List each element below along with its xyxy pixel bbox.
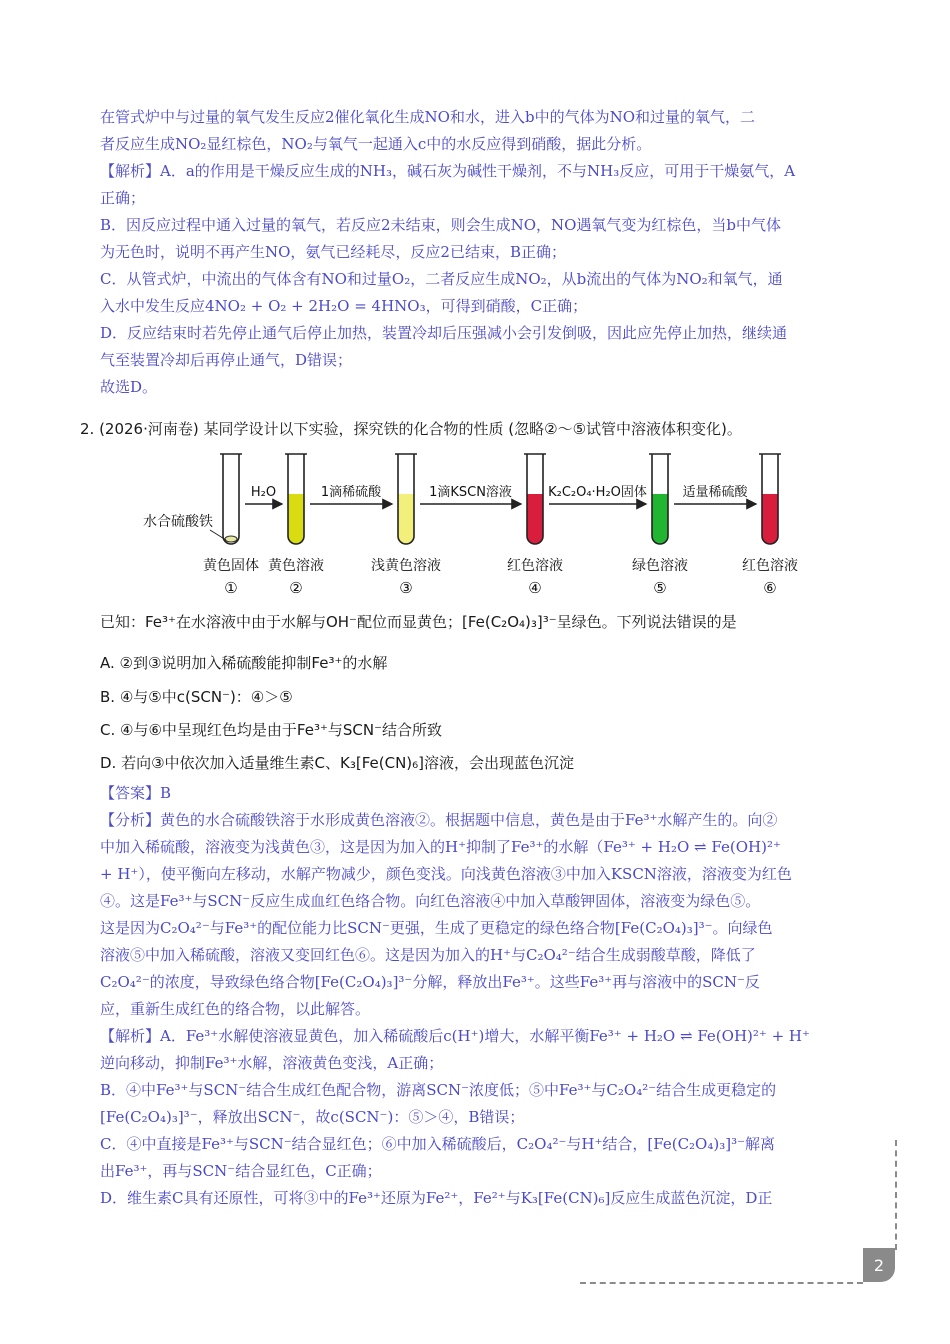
tube-label: 黄色溶液	[268, 558, 324, 574]
test-tube-2	[285, 454, 307, 544]
reaction-arrow-1	[245, 485, 282, 504]
option-a: A. ②到③说明加入稀硫酸能抑制Fe³⁺的水解	[100, 654, 388, 672]
solid-sample	[225, 536, 237, 542]
text-line: 这是因为C₂O₄²⁻与Fe³⁺的配位能力比SCN⁻更强，生成了更稳定的绿色络合物[Fe(C₂O₄)₃]³⁻。向绿色	[100, 919, 773, 937]
text-line: D．维生素C具有还原性，可将③中的Fe³⁺还原为Fe²⁺，Fe²⁺与K₃[Fe(CN)₆]反应生成蓝色沉淀，D正	[100, 1189, 773, 1207]
text-line: C．④中直接是Fe³⁺与SCN⁻结合显红色；⑥中加入稀硫酸后，C₂O₄²⁻与H⁺结合，[Fe(C₂O₄)₃]³⁻解离	[100, 1135, 776, 1153]
experiment-figure	[140, 452, 820, 602]
tube-label: 红色溶液	[742, 558, 798, 574]
text-line: 【答案】B	[100, 784, 172, 802]
tube-label: 绿色溶液	[632, 558, 688, 574]
reaction-arrow-4	[548, 484, 647, 504]
text-line: 【解析】A．Fe³⁺水解使溶液显黄色，加入稀硫酸后c(H⁺)增大，水解平衡Fe³⁺ + H₂O ⇌ Fe(OH)²⁺ + H⁺	[100, 1027, 810, 1045]
tube-number: ②	[289, 579, 303, 597]
test-tube-1	[220, 454, 242, 544]
solution-fill	[652, 494, 668, 544]
page-corner-dash-vertical	[895, 1140, 897, 1250]
text-line: 中加入稀硫酸，溶液变为浅黄色③，这是因为加入的H⁺抑制了Fe³⁺的水解（Fe³⁺ + H₂O ⇌ Fe(OH)²⁺	[100, 838, 781, 856]
text-line: 溶液⑤中加入稀硫酸，溶液又变回红色⑥。这是因为加入的H⁺与C₂O₄²⁻结合生成弱酸草酸，降低了	[100, 946, 756, 964]
reaction-arrow-2	[310, 484, 392, 504]
answer-analysis	[100, 780, 880, 1212]
test-tube-3	[395, 454, 417, 544]
solution-fill	[762, 494, 778, 544]
tube-number: ③	[399, 579, 413, 597]
page-corner-dash-horizontal	[580, 1282, 863, 1284]
option-d: D. 若向③中依次加入适量维生素C、K₃[Fe(CN)₆]溶液，会出现蓝色沉淀	[100, 754, 575, 772]
text-line: D．反应结束时若先停止通气后停止加热，装置冷却后压强减小会引发倒吸，因此应先停止加热，继续通	[100, 324, 788, 342]
text-line: 正确；	[100, 189, 146, 207]
tube-number: ①	[224, 579, 238, 597]
text-line: 出Fe³⁺，再与SCN⁻结合显红色，C正确；	[100, 1162, 382, 1180]
test-tube-6	[759, 454, 781, 544]
tube-label: 浅黄色溶液	[371, 558, 441, 574]
tube-outline	[223, 454, 239, 544]
tube-number: ⑥	[763, 579, 777, 597]
text-line: + H⁺），使平衡向左移动，水解产物减少，颜色变浅。向浅黄色溶液③中加入KSCN溶液，溶液变为红色	[100, 865, 792, 883]
solution-fill	[288, 494, 304, 544]
reagent-label: H₂O	[250, 485, 277, 500]
reaction-arrow-3	[420, 484, 521, 504]
text-line: [Fe(C₂O₄)₃]³⁻，释放出SCN⁻，故c(SCN⁻)：⑤＞④，B错误；	[100, 1108, 525, 1126]
text-line: 【分析】黄色的水合硫酸铁溶于水形成黄色溶液②。根据题中信息，黄色是由于Fe³⁺水解产生的。向②	[100, 811, 778, 829]
reagent-label: 1滴稀硫酸	[320, 485, 382, 500]
text-line: 入水中发生反应4NO₂ + O₂ + 2H₂O = 4HNO₃，可得到硝酸，C正确；	[100, 297, 588, 315]
test-tube-4	[524, 454, 546, 544]
option-b: B. ④与⑤中c(SCN⁻)：④＞⑤	[100, 688, 293, 706]
solid-label: 水合硫酸铁	[143, 514, 213, 530]
reagent-label: 1滴KSCN溶液	[429, 485, 512, 500]
tube-label: 黄色固体	[203, 558, 259, 574]
text-line: 气至装置冷却后再停止通气，D错误；	[100, 351, 353, 369]
solution-previous-question	[100, 104, 880, 401]
text-line: B．因反应过程中通入过量的氧气，若反应2未结束，则会生成NO，NO遇氧气变为红棕色，当b中气体	[100, 216, 782, 234]
reagent-label: 适量稀硫酸	[682, 485, 748, 500]
text-line: 故选D。	[100, 378, 158, 396]
reaction-arrow-5	[674, 484, 756, 504]
text-line: B．④中Fe³⁺与SCN⁻结合生成红色配合物，游离SCN⁻浓度低；⑤中Fe³⁺与C₂O₄²⁻结合生成更稳定的	[100, 1081, 777, 1099]
option-c: C. ④与⑥中呈现红色均是由于Fe³⁺与SCN⁻结合所致	[100, 721, 443, 739]
text-line: 【解析】A．a的作用是干燥反应生成的NH₃，碱石灰为碱性干燥剂，不与NH₃反应，可用于干燥氨气，A	[100, 162, 796, 180]
text-line: 在管式炉中与过量的氧气发生反应2催化氧化生成NO和水，进入b中的气体为NO和过量的氧气，二	[100, 108, 755, 126]
text-line: 为无色时，说明不再产生NO，氨气已经耗尽，反应2已结束，B正确；	[100, 243, 566, 261]
text-line: 者反应生成NO₂显红棕色，NO₂与氧气一起通入c中的水反应得到硝酸，据此分析。	[100, 135, 652, 153]
tube-number: ④	[528, 579, 542, 597]
text-line: C．从管式炉，中流出的气体含有NO和过量O₂，二者反应生成NO₂，从b流出的气体为NO₂和氧气，通	[100, 270, 783, 288]
known-info: 已知：Fe³⁺在水溶液中由于水解与OH⁻配位而显黄色；[Fe(C₂O₄)₃]³⁻呈绿色。下列说法错误的是	[100, 613, 737, 631]
tube-number: ⑤	[653, 579, 667, 597]
text-line: 逆向移动，抑制Fe³⁺水解，溶液黄色变浅，A正确；	[100, 1054, 444, 1072]
solution-fill	[527, 494, 543, 544]
reagent-label: K₂C₂O₄·H₂O固体	[548, 485, 647, 500]
text-line: 应，重新生成红色的络合物，以此解答。	[100, 1000, 371, 1018]
test-tube-5	[649, 454, 671, 544]
text-line: C₂O₄²⁻的浓度，导致绿色络合物[Fe(C₂O₄)₃]³⁻分解，释放出Fe³⁺。这些Fe³⁺再与溶液中的SCN⁻反	[100, 973, 760, 991]
solution-fill	[398, 494, 414, 544]
tube-label: 红色溶液	[507, 558, 563, 574]
page-number: 2	[863, 1248, 895, 1282]
text-line: ④。这是Fe³⁺与SCN⁻反应生成血红色络合物。向红色溶液④中加入草酸钾固体，溶液变为绿色⑤。	[100, 892, 761, 910]
question-stem: 2. (2026·河南卷) 某同学设计以下实验，探究铁的化合物的性质 (忽略②～⑤试管中溶液体积变化)。	[80, 420, 742, 438]
